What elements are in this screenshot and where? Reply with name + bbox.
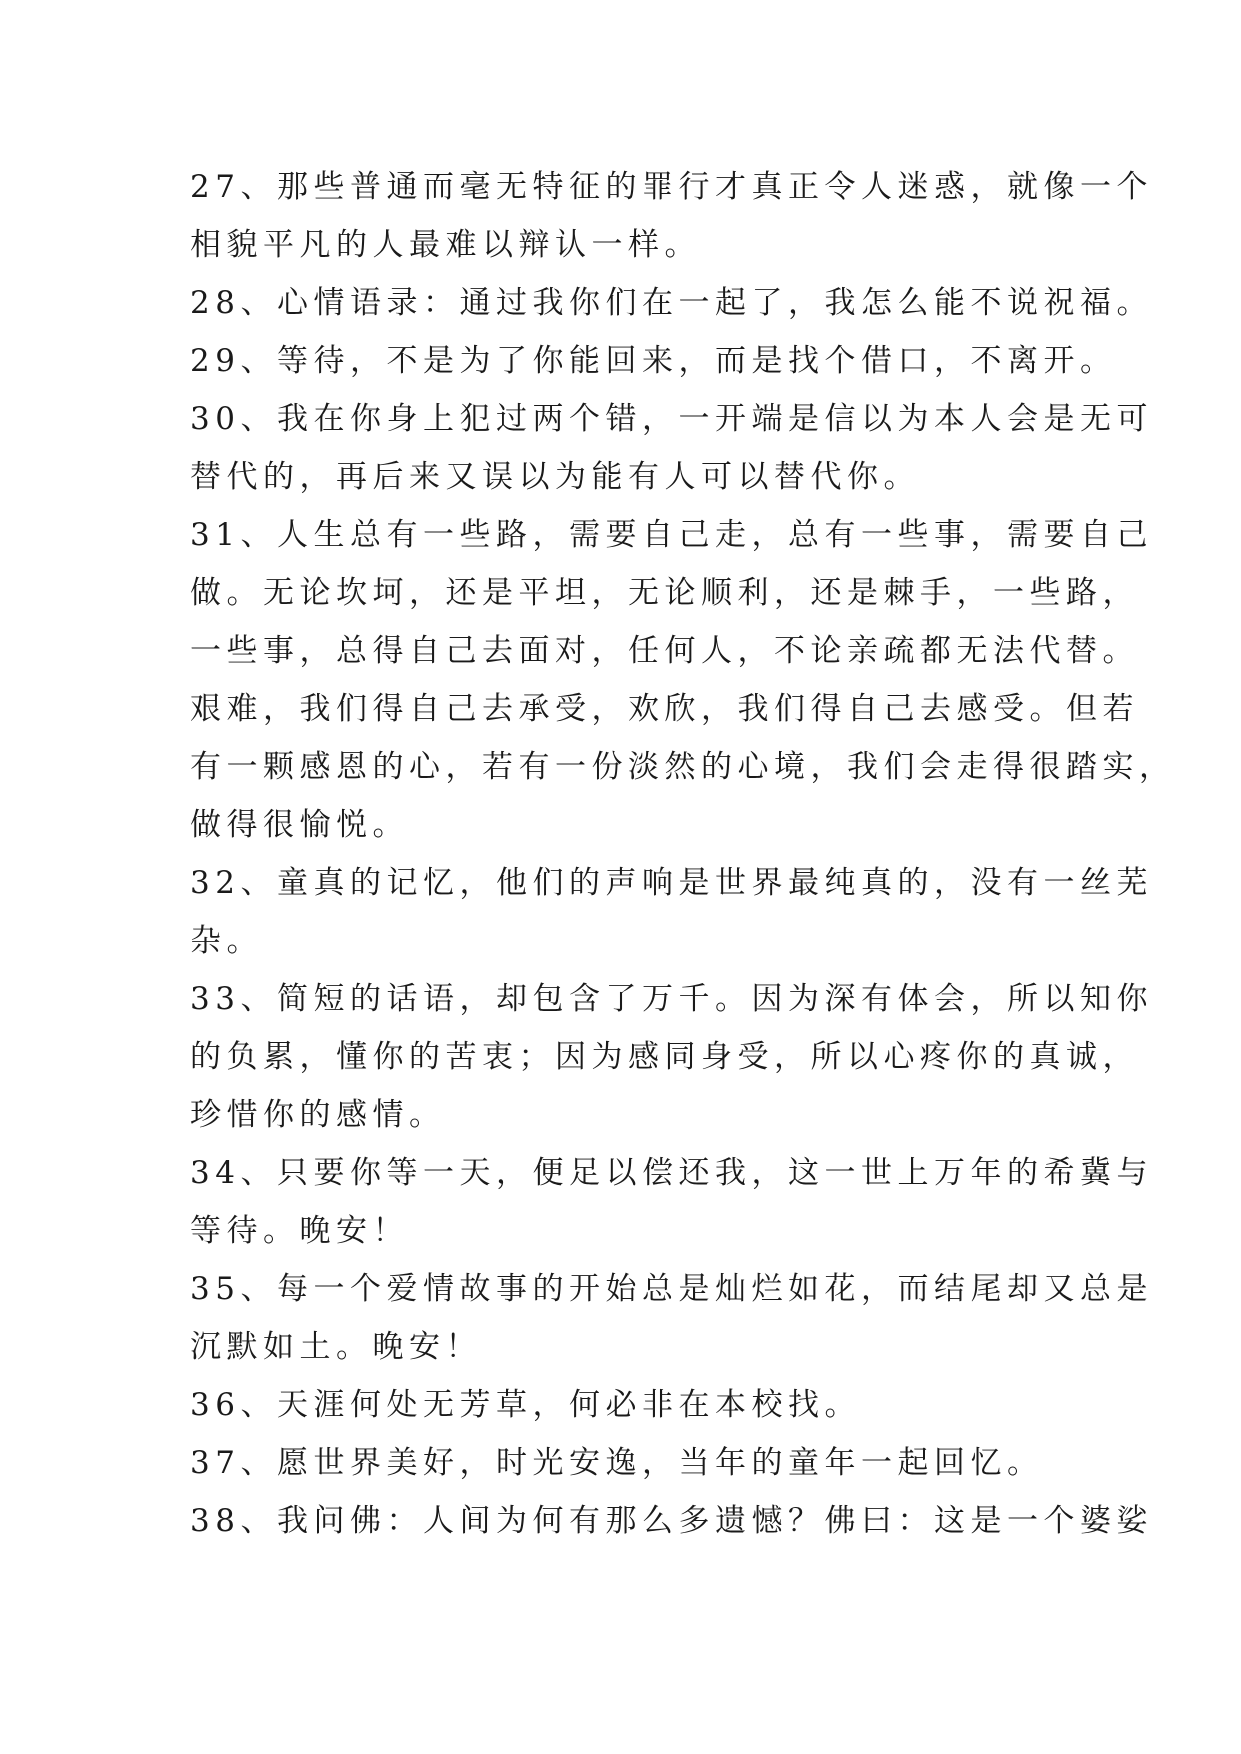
text-line: 替代的，再后来又误以为能有人可以替代你。	[190, 459, 920, 495]
text-line: 36、天涯何处无芳草，何必非在本校找。	[190, 1387, 861, 1423]
text-line: 32、童真的记忆，他们的声响是世界最纯真的，没有一丝芜	[190, 865, 1153, 901]
text-line: 做得很愉悦。	[190, 807, 409, 843]
document-body	[190, 158, 1176, 1550]
text-line: 29、等待，不是为了你能回来，而是找个借口，不离开。	[190, 343, 1117, 379]
text-line: 珍惜你的感情。	[190, 1097, 446, 1133]
text-line: 做。无论坎坷，还是平坦，无论顺利，还是棘手，一些路，	[190, 575, 1139, 611]
text-line: 38、我问佛：人间为何有那么多遗憾？佛曰：这是一个婆娑	[190, 1503, 1153, 1539]
text-line: 34、只要你等一天，便足以偿还我，这一世上万年的希冀与	[190, 1155, 1153, 1191]
text-line: 28、心情语录：通过我你们在一起了，我怎么能不说祝福。	[190, 285, 1153, 321]
text-line: 有一颗感恩的心，若有一份淡然的心境，我们会走得很踏实，	[190, 749, 1176, 785]
text-line: 艰难，我们得自己去承受，欢欣，我们得自己去感受。但若	[190, 691, 1139, 727]
text-line: 的负累，懂你的苦衷；因为感同身受，所以心疼你的真诚，	[190, 1039, 1139, 1075]
text-line: 37、愿世界美好，时光安逸，当年的童年一起回忆。	[190, 1445, 1044, 1481]
text-line: 27、那些普通而毫无特征的罪行才真正令人迷惑，就像一个	[190, 169, 1153, 205]
text-line: 30、我在你身上犯过两个错，一开端是信以为本人会是无可	[190, 401, 1153, 437]
text-line: 等待。晚安！	[190, 1213, 409, 1249]
text-line: 沉默如土。晚安！	[190, 1329, 482, 1365]
text-line: 相貌平凡的人最难以辩认一样。	[190, 227, 701, 263]
text-line: 33、简短的话语，却包含了万千。因为深有体会，所以知你	[190, 981, 1153, 1017]
text-line: 一些事，总得自己去面对，任何人，不论亲疏都无法代替。	[190, 633, 1139, 669]
text-line: 杂。	[190, 923, 263, 959]
text-line: 31、人生总有一些路，需要自己走，总有一些事，需要自己	[190, 517, 1153, 553]
text-line: 35、每一个爱情故事的开始总是灿烂如花，而结尾却又总是	[190, 1271, 1153, 1307]
